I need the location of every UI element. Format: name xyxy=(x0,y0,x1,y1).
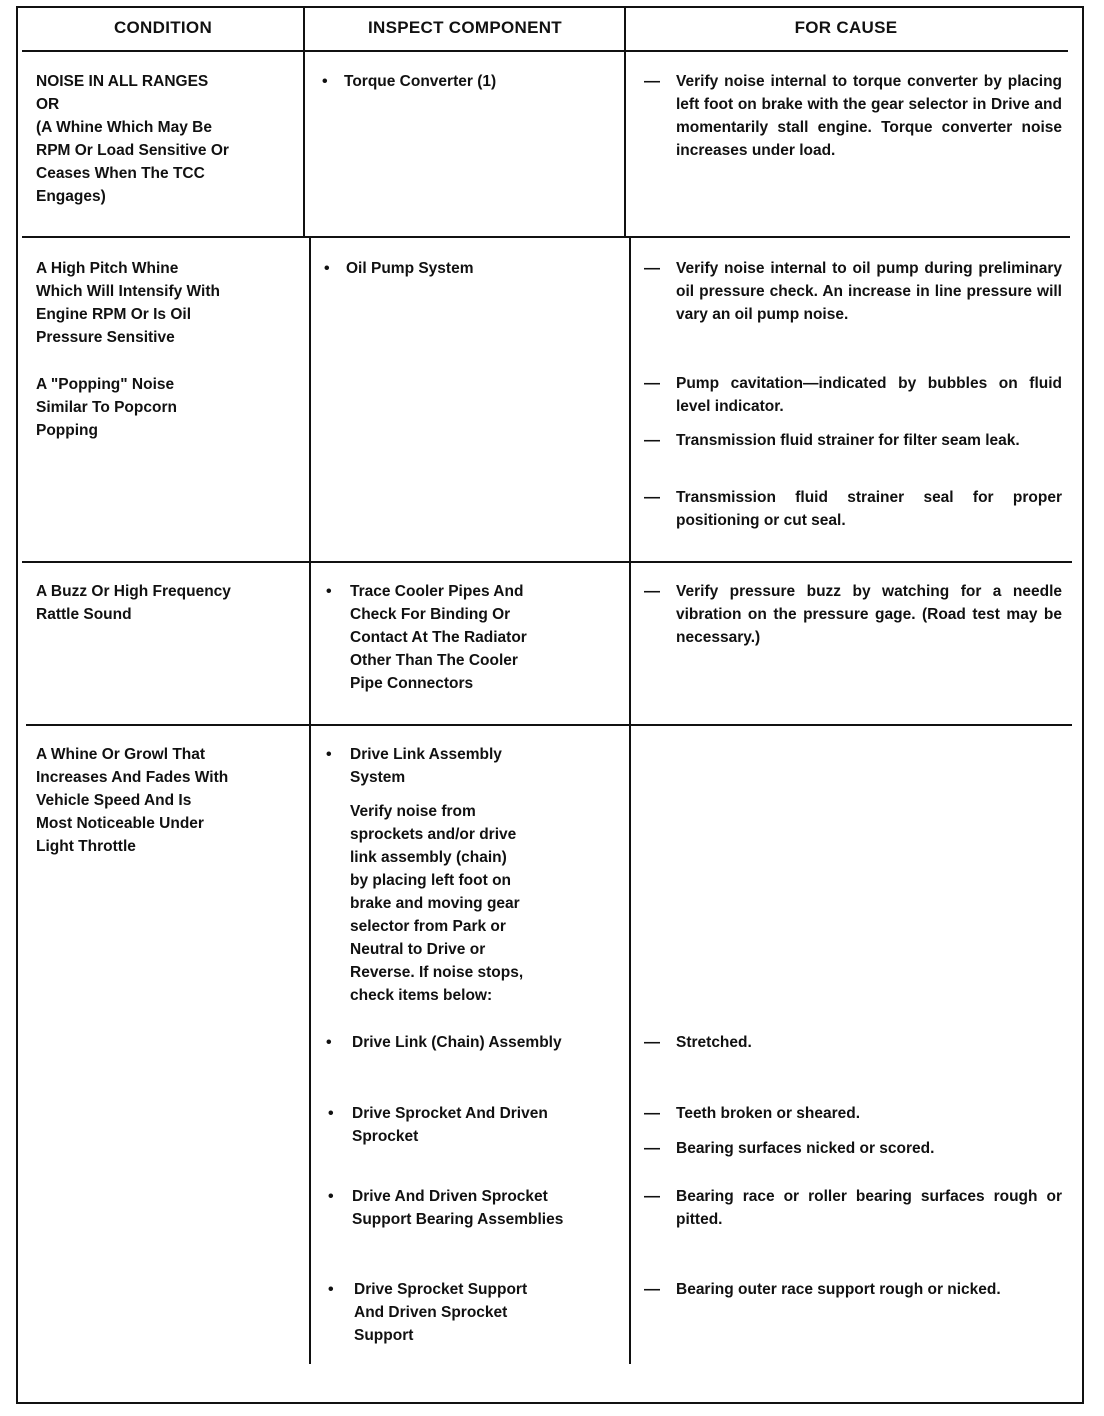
row3-cause: Verify pressure buzz by watching for a needle vibration on the pressure gage. (Road test may be necessary.) xyxy=(676,583,1062,646)
header-cause: FOR CAUSE xyxy=(794,18,898,37)
row4-item1-cause: Stretched. xyxy=(676,1034,752,1051)
condition-line: Similar To Popcorn xyxy=(36,399,177,416)
note-line: selector from Park or xyxy=(350,918,506,935)
note-line: by placing left foot on xyxy=(350,872,512,889)
component-line: Trace Cooler Pipes And xyxy=(350,583,524,600)
component-line: Drive Sprocket And Driven xyxy=(352,1105,548,1122)
note-line: Verify noise from xyxy=(350,803,476,820)
row2-condition-a xyxy=(36,257,294,349)
column-divider-1 xyxy=(303,8,305,236)
row1-component: Torque Converter (1) xyxy=(344,73,497,90)
dash-icon: — xyxy=(644,1105,660,1122)
header-divider xyxy=(22,50,1068,52)
condition-line: Popping xyxy=(36,422,98,439)
component-line: Check For Binding Or xyxy=(350,606,511,623)
row-divider-3 xyxy=(26,724,1072,726)
condition-line: (A Whine Which May Be xyxy=(36,119,212,136)
row4-item3-cause: Bearing race or roller bearing surfaces rough or pitted. xyxy=(676,1188,1062,1228)
condition-line: Vehicle Speed And Is xyxy=(36,792,192,809)
row2-component: Oil Pump System xyxy=(346,260,474,277)
condition-line: Light Throttle xyxy=(36,838,136,855)
row3-component xyxy=(350,580,620,695)
note-line: Reverse. If noise stops, xyxy=(350,964,524,981)
condition-line: Most Noticeable Under xyxy=(36,815,204,832)
component-line: Other Than The Cooler xyxy=(350,652,518,669)
component-line: Support xyxy=(354,1327,414,1344)
row4-item3-component xyxy=(352,1185,622,1231)
row4-component-note xyxy=(350,800,620,1007)
bullet-icon: • xyxy=(322,73,328,90)
dash-icon: — xyxy=(644,1188,660,1205)
condition-line: A Buzz Or High Frequency xyxy=(36,583,231,600)
row-divider-2 xyxy=(22,561,1072,563)
condition-line: Rattle Sound xyxy=(36,606,132,623)
condition-line: RPM Or Load Sensitive Or xyxy=(36,142,229,159)
bullet-icon: • xyxy=(328,1281,334,1298)
condition-line: NOISE IN ALL RANGES xyxy=(36,73,209,90)
component-line: Sprocket xyxy=(352,1128,419,1145)
dash-icon: — xyxy=(644,1281,660,1298)
condition-line: A Whine Or Growl That xyxy=(36,746,206,763)
column-divider-1b xyxy=(309,236,311,1364)
bullet-icon: • xyxy=(328,1188,334,1205)
note-line: Neutral to Drive or xyxy=(350,941,486,958)
bullet-icon: • xyxy=(324,260,330,277)
header-component: INSPECT COMPONENT xyxy=(367,18,562,37)
component-line: Drive Link Assembly xyxy=(350,746,502,763)
condition-line: Engages) xyxy=(36,188,106,205)
condition-line: A High Pitch Whine xyxy=(36,260,179,277)
condition-line: Engine RPM Or Is Oil xyxy=(36,306,192,323)
bullet-icon: • xyxy=(326,583,332,600)
note-line: link assembly (chain) xyxy=(350,849,507,866)
condition-line: A "Popping" Noise xyxy=(36,376,175,393)
row4-component-main xyxy=(350,743,620,789)
row4-item1-component: Drive Link (Chain) Assembly xyxy=(352,1034,562,1051)
component-line: Pipe Connectors xyxy=(350,675,474,692)
row4-condition xyxy=(36,743,294,858)
condition-line: OR xyxy=(36,96,60,113)
row2-cause-1: Verify noise internal to oil pump during preliminary oil pressure check. An increase in line pressure will vary an oil pump noise. xyxy=(676,260,1062,323)
row-divider-1 xyxy=(22,236,1070,238)
note-line: sprockets and/or drive xyxy=(350,826,517,843)
dash-icon: — xyxy=(644,432,660,449)
dash-icon: — xyxy=(644,260,660,277)
component-line: Drive Sprocket Support xyxy=(354,1281,528,1298)
header-condition: CONDITION xyxy=(113,18,213,37)
row4-item2-component xyxy=(352,1102,622,1148)
row2-cause-4: Transmission fluid strainer seal for proper positioning or cut seal. xyxy=(676,489,1062,529)
row2-cause-2: Pump cavitation—indicated by bubbles on fluid level indicator. xyxy=(676,375,1062,415)
note-line: check items below: xyxy=(350,987,493,1004)
row2-cause-3: Transmission fluid strainer for filter seam leak. xyxy=(676,432,1020,449)
dash-icon: — xyxy=(644,73,660,90)
bullet-icon: • xyxy=(326,1034,332,1051)
condition-line: Ceases When The TCC xyxy=(36,165,205,182)
row1-condition xyxy=(36,70,294,208)
row2-condition-b xyxy=(36,373,294,442)
condition-line: Pressure Sensitive xyxy=(36,329,175,346)
row4-item4-cause: Bearing outer race support rough or nicked. xyxy=(676,1281,1001,1298)
note-line: brake and moving gear xyxy=(350,895,520,912)
dash-icon: — xyxy=(644,1034,660,1051)
component-line: Contact At The Radiator xyxy=(350,629,527,646)
dash-icon: — xyxy=(644,1140,660,1157)
component-line: And Driven Sprocket xyxy=(354,1304,508,1321)
row3-condition xyxy=(36,580,294,626)
component-line: Support Bearing Assemblies xyxy=(352,1211,564,1228)
bullet-icon: • xyxy=(326,746,332,763)
condition-line: Increases And Fades With xyxy=(36,769,229,786)
condition-line: Which Will Intensify With xyxy=(36,283,220,300)
dash-icon: — xyxy=(644,375,660,392)
dash-icon: — xyxy=(644,583,660,600)
component-line: System xyxy=(350,769,406,786)
row4-item2-cause-2: Bearing surfaces nicked or scored. xyxy=(676,1140,935,1157)
row4-item4-component xyxy=(354,1278,622,1347)
row4-item2-cause-1: Teeth broken or sheared. xyxy=(676,1105,861,1122)
component-line: Drive And Driven Sprocket xyxy=(352,1188,548,1205)
column-divider-2 xyxy=(624,8,626,236)
row1-cause: Verify noise internal to torque converter by placing left foot on brake with the gear selector in Drive and momentarily stall engine. Torque converter noise increases under load. xyxy=(676,73,1062,159)
column-divider-2b xyxy=(629,236,631,1364)
dash-icon: — xyxy=(644,489,660,506)
bullet-icon: • xyxy=(328,1105,334,1122)
